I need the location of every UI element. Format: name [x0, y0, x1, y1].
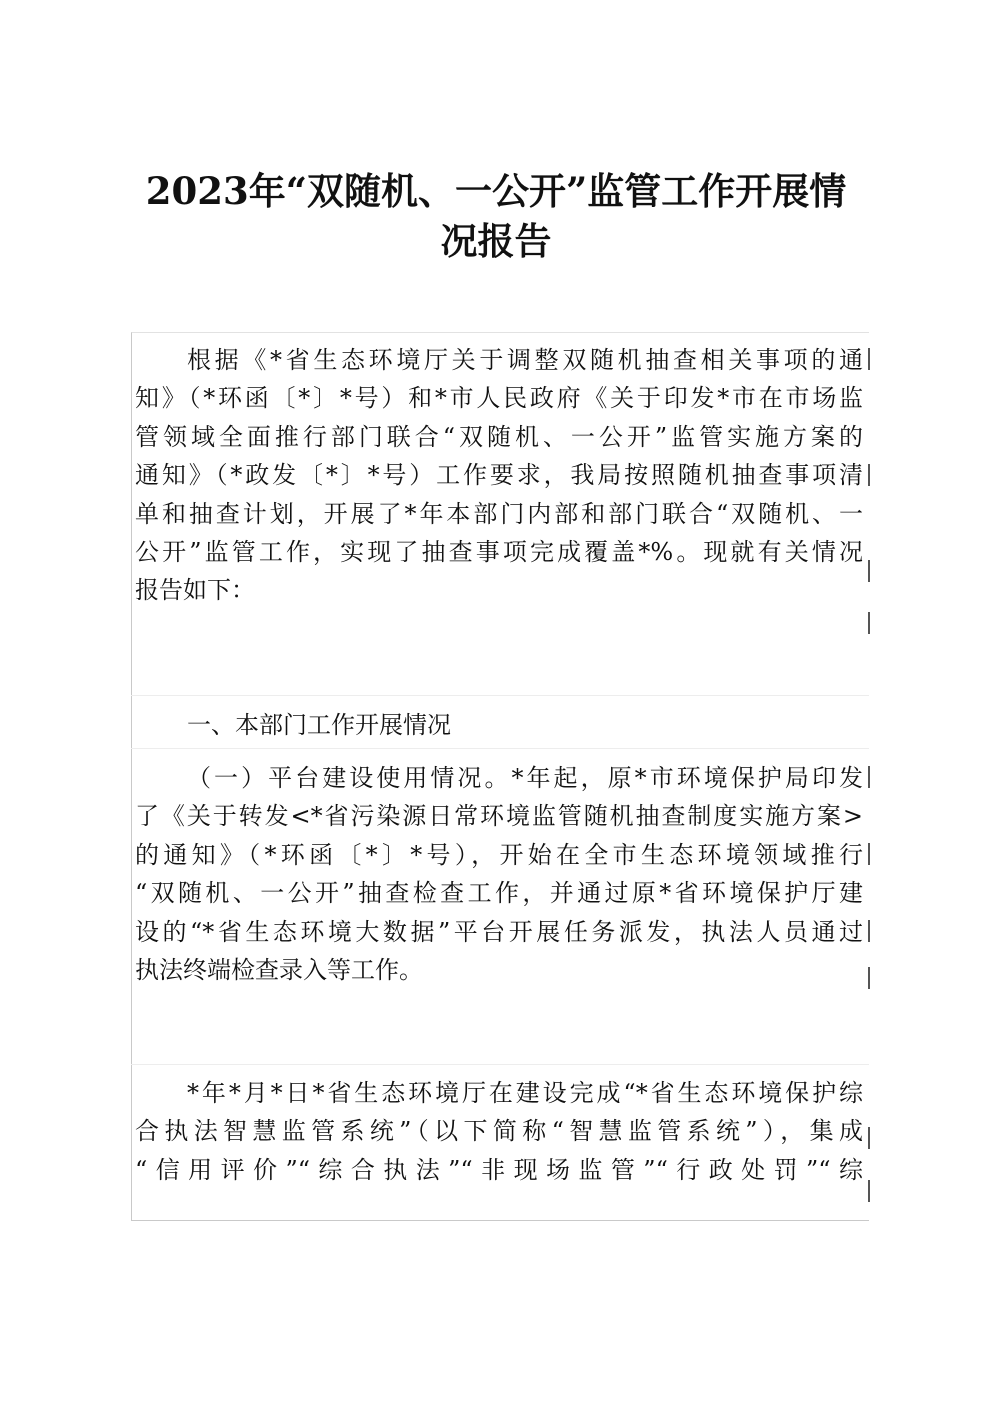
right-edge-mark — [868, 967, 870, 989]
text-line: 通知》（*政发〔*〕*号）工作要求，我局按照随机抽查事项清 — [135, 461, 863, 490]
paragraph-platform-construction — [131, 759, 869, 989]
paragraph-divider — [131, 748, 869, 749]
document-title-line-1: 2023年“双随机、一公开”监管工作开展情 — [145, 169, 847, 213]
paragraph-divider — [131, 1064, 869, 1065]
right-edge-mark — [868, 1127, 870, 1149]
paragraph-divider — [131, 695, 869, 696]
right-edge-mark — [868, 1180, 870, 1202]
text-line: 管领域全面推行部门联合“双随机、一公开”监管实施方案的 — [135, 422, 863, 451]
text-line: “信用评价”“综合执法”“非现场监管”“行政处罚”“综 — [135, 1155, 863, 1184]
text-line: （一）平台建设使用情况。*年起，原*市环境保护局印发 — [187, 764, 863, 792]
right-edge-mark — [868, 766, 870, 788]
section-heading-1 — [131, 706, 869, 744]
text-line: 根据《*省生态环境厅关于调整双随机抽查相关事项的通 — [187, 346, 863, 374]
text-line: 设的“*省生态环境大数据”平台开展任务派发，执法人员通过 — [135, 917, 863, 946]
right-edge-mark — [868, 612, 870, 634]
right-edge-mark — [868, 348, 870, 370]
text-line: 执法终端检查录入等工作。 — [135, 955, 423, 984]
right-edge-mark — [868, 464, 870, 486]
text-line: 合执法智慧监管系统”（以下简称“智慧监管系统”），集成 — [135, 1117, 863, 1146]
right-edge-mark — [868, 843, 870, 865]
text-line: 报告如下： — [135, 576, 255, 605]
text-line: 单和抽查计划，开展了*年本部门内部和部门联合“双随机、一 — [135, 499, 863, 528]
text-line: *年*月*日*省生态环境厅在建设完成“*省生态环境保护综 — [187, 1079, 863, 1107]
text-line: 了《关于转发<*省污染源日常环境监管随机抽查制度实施方案> — [135, 802, 863, 831]
document-title-line-2: 况报告 — [440, 219, 552, 263]
right-edge-mark — [868, 920, 870, 942]
text-line: 一、本部门工作开展情况 — [187, 711, 451, 739]
document-title — [0, 166, 992, 266]
paragraph-smart-supervision-system — [131, 1074, 869, 1189]
text-line: 的通知》（*环函〔*〕*号），开始在全市生态环境领域推行 — [135, 840, 863, 869]
paragraph-intro — [131, 341, 869, 610]
text-line: 公开”监管工作，实现了抽查事项完成覆盖*%。现就有关情况 — [135, 537, 863, 566]
text-line: 知》（*环函〔*〕*号）和*市人民政府《关于印发*市在市场监 — [135, 384, 863, 413]
text-line: “双随机、一公开”抽查检查工作，并通过原*省环境保护厅建 — [135, 879, 863, 908]
right-edge-mark — [868, 560, 870, 582]
